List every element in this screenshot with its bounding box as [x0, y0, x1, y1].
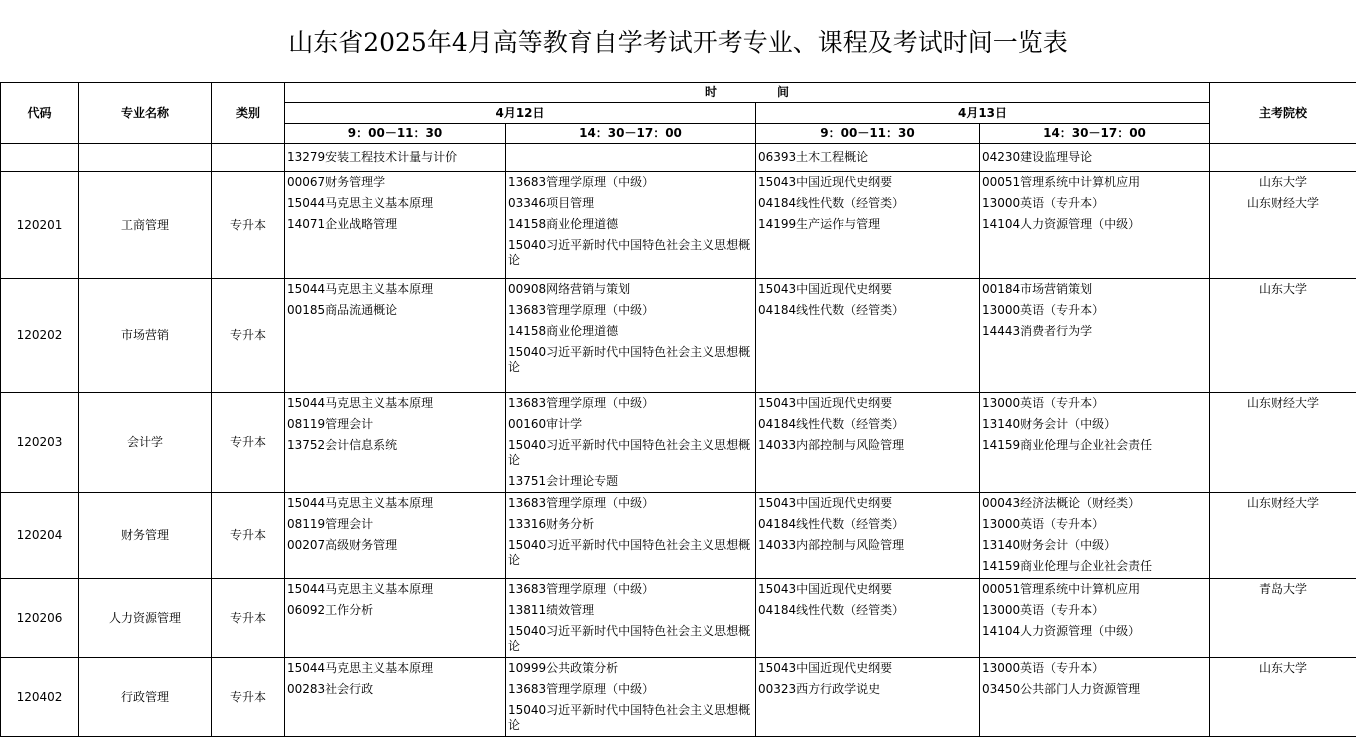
course-item: 00043经济法概论（财经类）	[982, 493, 1207, 514]
host-school	[1210, 279, 1356, 393]
course-item: 14159商业伦理与企业社会责任	[982, 435, 1207, 456]
course-item: 13683管理学原理（中级）	[508, 579, 753, 600]
course-item: 10999公共政策分析	[508, 658, 753, 679]
course-item: 15044马克思主义基本原理	[287, 193, 503, 214]
major-type: 专升本	[212, 658, 285, 737]
day2-pm-courses	[980, 493, 1210, 579]
day1-pm-courses	[506, 393, 756, 493]
header-code: 代码	[1, 83, 79, 144]
course-item: 13000英语（专升本）	[982, 514, 1207, 535]
day2-am-courses	[756, 172, 980, 279]
table-row	[1, 493, 1356, 579]
course-item: 14443消费者行为学	[982, 321, 1207, 342]
course-item: 13316财务分析	[508, 514, 753, 535]
day1-am-courses	[285, 579, 506, 658]
major-type: 专升本	[212, 172, 285, 279]
course-item: 13683管理学原理（中级）	[508, 679, 753, 700]
day2-pm-courses	[980, 393, 1210, 493]
common-courses-row	[1, 144, 1356, 172]
course-item: 15040习近平新时代中国特色社会主义思想概论	[508, 700, 753, 736]
course-item: 13751会计理论专题	[508, 471, 753, 492]
day2-pm-courses	[980, 579, 1210, 658]
course-item: 00185商品流通概论	[287, 300, 503, 321]
major-name: 市场营销	[79, 279, 212, 393]
course-item: 04184线性代数（经管类）	[758, 300, 977, 321]
common-major	[79, 144, 212, 172]
course-item: 00184市场营销策划	[982, 279, 1207, 300]
day1-am-courses	[285, 279, 506, 393]
course-item: 15043中国近现代史纲要	[758, 658, 977, 679]
major-code: 120402	[1, 658, 79, 737]
course-item: 14071企业战略管理	[287, 214, 503, 235]
course-item: 13000英语（专升本）	[982, 600, 1207, 621]
table-row	[1, 393, 1356, 493]
course-item: 14158商业伦理道德	[508, 321, 753, 342]
header-day1: 4月12日	[285, 103, 756, 124]
day2-am-courses	[756, 579, 980, 658]
course-item: 15043中国近现代史纲要	[758, 172, 977, 193]
course-item: 15043中国近现代史纲要	[758, 279, 977, 300]
course-item: 14104人力资源管理（中级）	[982, 214, 1207, 235]
course-item: 14033内部控制与风险管理	[758, 535, 977, 556]
day2-am-courses	[756, 658, 980, 737]
course-item: 13000英语（专升本）	[982, 658, 1207, 679]
major-code: 120206	[1, 579, 79, 658]
day1-am-courses	[285, 658, 506, 737]
major-code: 120201	[1, 172, 79, 279]
header-day1-pm: 14：30－17：00	[506, 124, 756, 144]
course-item: 13000英语（专升本）	[982, 393, 1207, 414]
header-school: 主考院校	[1210, 83, 1356, 144]
course-item: 山东大学	[1212, 279, 1354, 300]
course-item: 00283社会行政	[287, 679, 503, 700]
exam-schedule-table	[0, 82, 1356, 737]
course-item: 山东财经大学	[1212, 493, 1354, 514]
course-item: 13683管理学原理（中级）	[508, 393, 753, 414]
table-row	[1, 658, 1356, 737]
day2-pm-courses	[980, 658, 1210, 737]
major-name: 工商管理	[79, 172, 212, 279]
course-item: 00207高级财务管理	[287, 535, 503, 556]
course-item: 13000英语（专升本）	[982, 300, 1207, 321]
major-name: 行政管理	[79, 658, 212, 737]
course-item: 15044马克思主义基本原理	[287, 393, 503, 414]
course-item: 15040习近平新时代中国特色社会主义思想概论	[508, 435, 753, 471]
day2-pm-courses	[980, 172, 1210, 279]
course-item: 00323西方行政学说史	[758, 679, 977, 700]
day2-am-courses	[756, 493, 980, 579]
course-item: 15044马克思主义基本原理	[287, 579, 503, 600]
major-name: 会计学	[79, 393, 212, 493]
course-item: 15044马克思主义基本原理	[287, 493, 503, 514]
course-item: 00051管理系统中计算机应用	[982, 172, 1207, 193]
header-type: 类别	[212, 83, 285, 144]
course-item: 13811绩效管理	[508, 600, 753, 621]
course-item: 山东大学	[1212, 172, 1354, 193]
course-item: 13140财务会计（中级）	[982, 414, 1207, 435]
course-item: 03346项目管理	[508, 193, 753, 214]
course-item: 山东大学	[1212, 658, 1354, 679]
course-item: 14199生产运作与管理	[758, 214, 977, 235]
day1-pm-courses	[506, 658, 756, 737]
header-major: 专业名称	[79, 83, 212, 144]
course-item: 山东财经大学	[1212, 193, 1354, 214]
course-item: 14104人力资源管理（中级）	[982, 621, 1207, 642]
course-item: 13140财务会计（中级）	[982, 535, 1207, 556]
course-item: 03450公共部门人力资源管理	[982, 679, 1207, 700]
day1-pm-courses	[506, 493, 756, 579]
page-title: 山东省2025年4月高等教育自学考试开考专业、课程及考试时间一览表	[0, 0, 1356, 82]
course-item: 04184线性代数（经管类）	[758, 514, 977, 535]
course-item: 14158商业伦理道德	[508, 214, 753, 235]
day1-pm-courses	[506, 172, 756, 279]
course-item: 山东财经大学	[1212, 393, 1354, 414]
day2-pm-courses	[980, 279, 1210, 393]
course-item: 04184线性代数（经管类）	[758, 600, 977, 621]
header-day2: 4月13日	[756, 103, 1210, 124]
host-school	[1210, 172, 1356, 279]
common-d1pm	[506, 144, 756, 172]
common-d1am: 13279安装工程技术计量与计价	[285, 144, 506, 172]
course-item: 13683管理学原理（中级）	[508, 493, 753, 514]
course-item: 00051管理系统中计算机应用	[982, 579, 1207, 600]
common-d2pm: 04230建设监理导论	[980, 144, 1210, 172]
major-code: 120203	[1, 393, 79, 493]
day2-am-courses	[756, 279, 980, 393]
header-day1-am: 9：00－11：30	[285, 124, 506, 144]
day1-am-courses	[285, 493, 506, 579]
course-item: 15043中国近现代史纲要	[758, 393, 977, 414]
major-type: 专升本	[212, 393, 285, 493]
course-item: 06092工作分析	[287, 600, 503, 621]
course-item: 15043中国近现代史纲要	[758, 579, 977, 600]
day1-pm-courses	[506, 279, 756, 393]
course-item: 15040习近平新时代中国特色社会主义思想概论	[508, 535, 753, 571]
host-school	[1210, 579, 1356, 658]
table-row	[1, 172, 1356, 279]
header-time: 时 间	[285, 83, 1210, 103]
course-item: 08119管理会计	[287, 414, 503, 435]
host-school	[1210, 393, 1356, 493]
major-name: 财务管理	[79, 493, 212, 579]
day1-am-courses	[285, 172, 506, 279]
day2-am-courses	[756, 393, 980, 493]
day1-pm-courses	[506, 579, 756, 658]
course-item: 15040习近平新时代中国特色社会主义思想概论	[508, 235, 753, 271]
course-item: 青岛大学	[1212, 579, 1354, 600]
course-item: 14033内部控制与风险管理	[758, 435, 977, 456]
major-code: 120204	[1, 493, 79, 579]
course-item: 15040习近平新时代中国特色社会主义思想概论	[508, 621, 753, 657]
course-item: 00908网络营销与策划	[508, 279, 753, 300]
course-item: 13752会计信息系统	[287, 435, 503, 456]
course-item: 04184线性代数（经管类）	[758, 193, 977, 214]
major-type: 专升本	[212, 279, 285, 393]
course-item: 15044马克思主义基本原理	[287, 279, 503, 300]
course-item: 15044马克思主义基本原理	[287, 658, 503, 679]
course-item: 13683管理学原理（中级）	[508, 172, 753, 193]
course-item: 15040习近平新时代中国特色社会主义思想概论	[508, 342, 753, 378]
course-item: 14159商业伦理与企业社会责任	[982, 556, 1207, 577]
common-code	[1, 144, 79, 172]
course-item: 13000英语（专升本）	[982, 193, 1207, 214]
common-type	[212, 144, 285, 172]
header-day2-pm: 14：30－17：00	[980, 124, 1210, 144]
day1-am-courses	[285, 393, 506, 493]
table-row	[1, 279, 1356, 393]
table-row	[1, 579, 1356, 658]
common-d2am: 06393土木工程概论	[756, 144, 980, 172]
course-item: 13683管理学原理（中级）	[508, 300, 753, 321]
major-type: 专升本	[212, 493, 285, 579]
host-school	[1210, 493, 1356, 579]
header-day2-am: 9：00－11：30	[756, 124, 980, 144]
major-name: 人力资源管理	[79, 579, 212, 658]
major-code: 120202	[1, 279, 79, 393]
course-item: 08119管理会计	[287, 514, 503, 535]
course-item: 15043中国近现代史纲要	[758, 493, 977, 514]
major-type: 专升本	[212, 579, 285, 658]
common-school	[1210, 144, 1356, 172]
course-item: 04184线性代数（经管类）	[758, 414, 977, 435]
course-item: 00067财务管理学	[287, 172, 503, 193]
course-item: 00160审计学	[508, 414, 753, 435]
host-school	[1210, 658, 1356, 737]
